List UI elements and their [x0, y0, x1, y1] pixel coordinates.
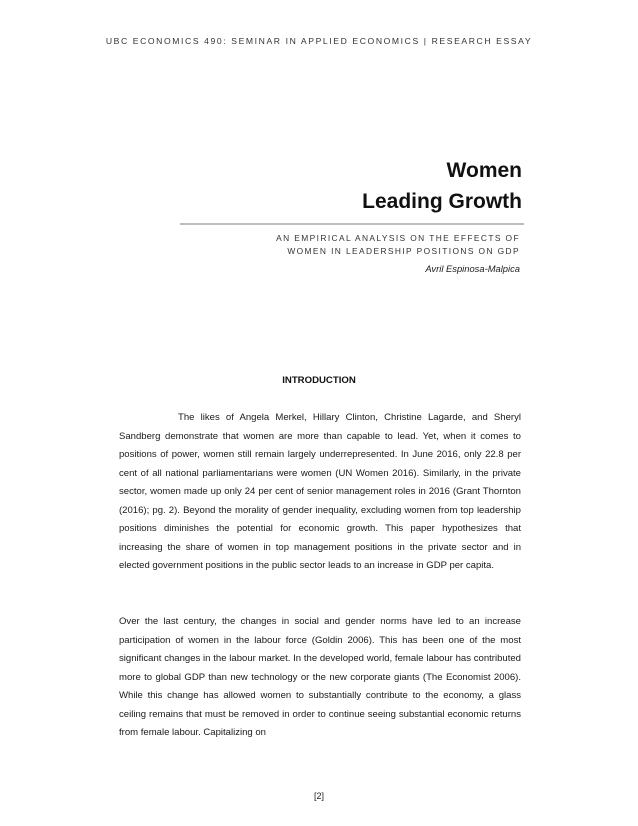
- title-line-2: Leading Growth: [362, 190, 522, 213]
- subtitle-line-1: AN EMPIRICAL ANALYSIS ON THE EFFECTS OF: [276, 233, 520, 243]
- title-block: [120, 155, 522, 217]
- page-number: [2]: [313, 791, 324, 801]
- subtitle-line-2: WOMEN IN LEADERSHIP POSITIONS ON GDP: [287, 245, 520, 256]
- body-paragraph-1: The likes of Angela Merkel, Hillary Clinton, Christine Lagarde, and Sheryl Sandberg demonstrate that women are more than capable to lead. Yet, when it comes to positions of power, women still remain largely underrepresented. In June 2016, only 22.8 per cent of all national parliamentarians were women (UN Women 2016). Similarly, in the private sector, women made up only 24 per cent of senior management roles in 2016 (Grant Thornton (2016); pg. 2). Beyond the morality of gender inequality, excluding women from top leadership positions diminishes the potential for economic growth. This paper hypothesizes that increasing the share of women in top management positions in the private sector and in elected government positions in the public sector leads to an increase in GDP per capita.: [119, 412, 521, 571]
- subtitle: [200, 232, 520, 257]
- title-line-1: Women: [446, 159, 522, 182]
- body-paragraph-2: Over the last century, the changes in social and gender norms have led to an increase participation of women in the labour force (Goldin 2006). This has been one of the most significant changes in the labour market. In the developed world, female labour has contributed more to global GDP than new technology or the new corporate giants (The Economist 2006). While this change has allowed women to substantially contribute to the economy, a glass ceiling remains that must be removed in order to continue seeing substantial economic returns from female labour. Capitalizing on: [119, 616, 521, 738]
- author-name: Avril Espinosa-Malpica: [425, 263, 520, 274]
- title-divider: [180, 223, 524, 225]
- running-header: UBC ECONOMICS 490: SEMINAR IN APPLIED ECONOMICS | RESEARCH ESSAY: [105, 36, 533, 46]
- section-heading: INTRODUCTION: [282, 375, 356, 386]
